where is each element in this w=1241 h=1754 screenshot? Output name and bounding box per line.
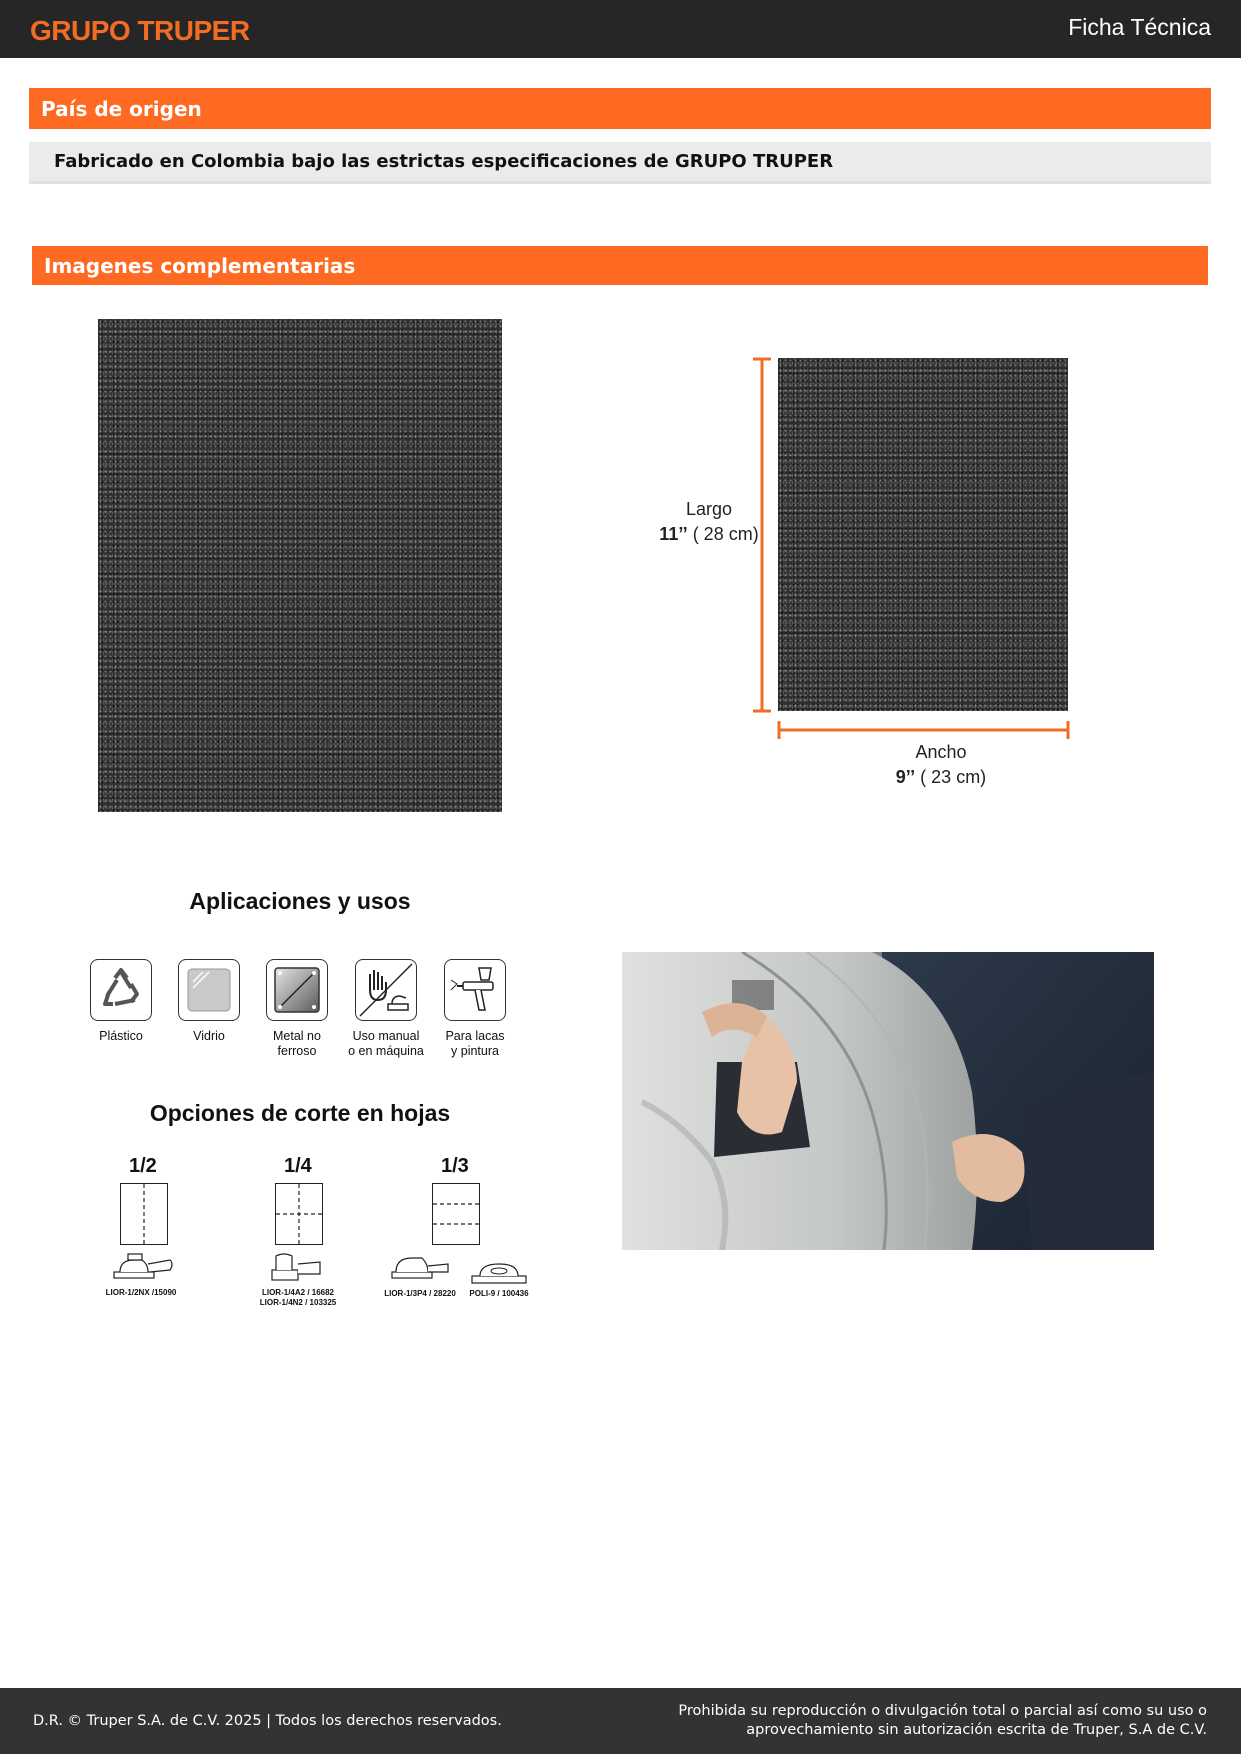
length-label: Largo — [685, 499, 733, 519]
length-label-block — [652, 497, 766, 547]
width-cm: ( 23 cm) — [920, 767, 987, 787]
top-header-bar — [0, 0, 1241, 58]
app-label-paint — [420, 1029, 530, 1059]
width-label-block — [866, 740, 1016, 790]
sheet-third-diagram — [432, 1183, 480, 1245]
footer-notice-line2: aprovechamiento sin autorización escrita de Truper, S.A de C.V. — [746, 1722, 1207, 1738]
model-third-1: LIOR-1/3P4 / 28220 — [384, 1289, 456, 1298]
width-inches: 9’’ — [895, 767, 916, 787]
origin-text: Fabricado en Colombia bajo las estrictas especificaciones de GRUPO TRUPER — [29, 142, 1211, 184]
cutting-options-title: Opciones de corte en hojas — [149, 1100, 451, 1126]
spray-gun-icon — [444, 959, 506, 1021]
section-title-images: Imagenes complementarias — [32, 246, 1208, 285]
sander-icon — [112, 1250, 176, 1284]
fraction-half: 1/2 — [129, 1155, 157, 1177]
width-label: Ancho — [915, 742, 967, 762]
app-label-paint-line2: y pintura — [451, 1044, 499, 1058]
fraction-third: 1/3 — [441, 1155, 469, 1177]
model-quarter-1: LIOR-1/4A2 / 16682 — [261, 1288, 335, 1297]
app-label-manual-line1: Uso manual — [352, 1029, 420, 1043]
brand-logo: GRUPO TRUPER — [30, 15, 250, 46]
app-label-paint-line1: Para lacas — [445, 1029, 505, 1043]
footer-notice-line1: Prohibida su reproducción o divulgación total o parcial así como su uso o — [678, 1703, 1207, 1719]
hand-block-icon — [470, 1260, 528, 1286]
glass-icon — [178, 959, 240, 1021]
width-value-line — [866, 765, 1016, 790]
footer-bar — [0, 1688, 1241, 1754]
model-half: LIOR-1/2NX /15090 — [105, 1288, 177, 1297]
length-inches: 11’’ — [659, 524, 688, 544]
recycle-icon — [90, 959, 152, 1021]
model-quarter — [248, 1288, 348, 1308]
document-type-title: Ficha Técnica — [1068, 14, 1211, 40]
app-label-manual-line2: o en máquina — [348, 1044, 424, 1058]
app-label-metal-line2: ferroso — [277, 1044, 317, 1058]
fraction-quarter: 1/4 — [284, 1155, 312, 1177]
footer-copyright: D.R. © Truper S.A. de C.V. 2025 | Todos los derechos reservados. — [33, 1713, 502, 1729]
section-title-origin: País de origen — [29, 88, 1211, 129]
app-label-plastic-line1: Plástico — [99, 1029, 143, 1043]
sandpaper-sheet-dimensioned — [778, 358, 1068, 711]
sander-icon — [268, 1250, 328, 1284]
sandpaper-sheet-image — [98, 319, 502, 812]
metal-plate-icon — [266, 959, 328, 1021]
sheet-quarter-diagram — [275, 1183, 323, 1245]
usage-photo — [622, 952, 1154, 1250]
app-label-glass-line1: Vidrio — [193, 1029, 225, 1043]
sander-icon — [390, 1250, 452, 1284]
length-value-line — [652, 522, 766, 547]
sheet-half-diagram — [120, 1183, 168, 1245]
hand-machine-icon — [355, 959, 417, 1021]
model-quarter-2: LIOR-1/4N2 / 103325 — [259, 1298, 337, 1307]
applications-title: Aplicaciones y usos — [189, 888, 411, 914]
footer-notice — [678, 1702, 1207, 1740]
model-third-2: POLI-9 / 100436 — [469, 1289, 529, 1298]
length-cm: ( 28 cm) — [692, 524, 759, 544]
app-label-metal-line1: Metal no — [273, 1029, 321, 1043]
